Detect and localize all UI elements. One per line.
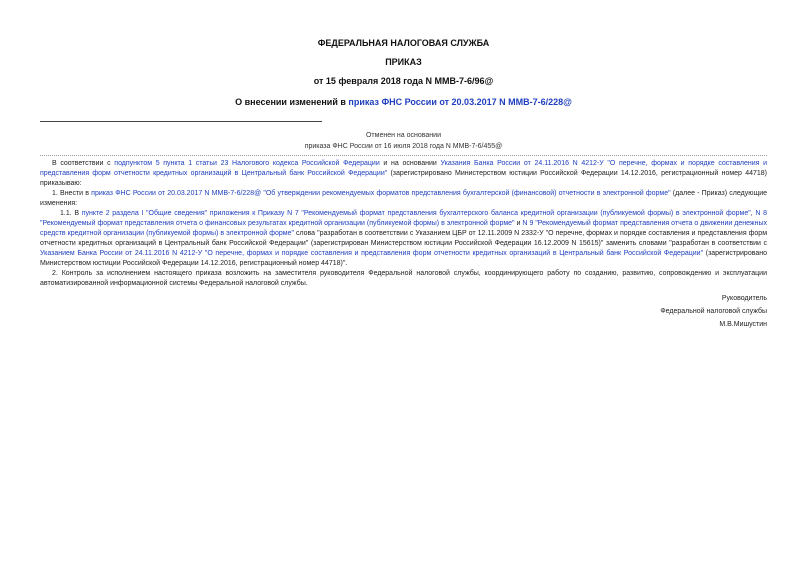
order-228-link[interactable]: приказ ФНС России от 20.03.2017 N ММВ-7-6/228@ "Об утверждении рекомендуемых форматов представления бухгалтерской (финансовой) отчетности в электронной форме" <box>91 190 671 197</box>
doc-subject <box>40 97 767 107</box>
cancel-note: Отменен на основании <box>365 132 441 139</box>
signature-organization: Федеральной налоговой службы <box>660 308 767 315</box>
text-span: , <box>750 210 756 217</box>
subject-prefix: О внесении изменений в <box>235 97 349 107</box>
paragraph-item-1 <box>40 189 767 209</box>
org-title: ФЕДЕРАЛЬНАЯ НАЛОГОВАЯ СЛУЖБА <box>317 38 490 48</box>
doc-date-number: от 15 февраля 2018 года N ММВ-7-6/96@ <box>313 76 494 86</box>
paragraph-preamble <box>40 159 767 189</box>
document-body <box>40 155 767 289</box>
header-divider <box>40 121 322 122</box>
text-span: (зарегистрировано Министерством юстиции Российской Федерации 14.12.2016, регистрационный номер 44718) приказываю: <box>40 170 767 187</box>
section-2-link[interactable]: пункте 2 раздела I "Общие сведения" приложения к Приказу N 7 "Рекомендуемый формат представления бухгалтерского баланса кредитной организации (публикуемой формы) в электронной форме" <box>81 210 751 217</box>
signature-name: М.В.Мишустин <box>719 321 767 328</box>
text-span: (зарегистрировано Министерством юстиции Российской Федерации 14.12.2016, регистрационный номер 44718)". <box>40 250 768 267</box>
bank-instruction-link-2[interactable]: Указанием Банка России от 24.11.2016 N 4212-У "О перечне, формах и порядке составления и представления форм отчетности кредитных организаций в Центральный банк Российской Федерации" <box>40 250 704 257</box>
tax-code-link[interactable]: подпунктом 5 пункта 1 статьи 23 Налогового кодекса Российской Федерации <box>114 160 380 167</box>
text-span: 1. Внести в <box>52 190 92 197</box>
format-8-link[interactable]: N 8 "Рекомендуемый формат представления отчета о финансовых результатах кредитной организации (публикуемой формы) в электронной форме" <box>40 210 767 227</box>
signature-position: Руководитель <box>721 295 767 302</box>
paragraph-item-2: 2. Контроль за исполнением настоящего приказа возложить на заместителя руководителя Федеральной налоговой службы, координирующего работу по созданию, развитию, сопровождению и эксплуатации автоматизированной информационной системы Федеральной налоговой службы. <box>40 270 767 287</box>
text-span: (далее - Приказ) следующие изменения: <box>40 190 768 207</box>
subject-link[interactable]: приказ ФНС России от 20.03.2017 N ММВ-7-6/228@ <box>348 97 572 107</box>
text-span: слова "разработан в соответствии с Указанием ЦБР от 12.11.2009 N 2332-У "О перечне, формах и порядке составления и представления форм отчетности кредитных организаций в Центральный банк Российской Федерации" (зарегистрирован Министерством юстиции Российской Федерации 16.12.2009 N 15615)" заменить словами "разработан в соответствии с <box>40 230 768 247</box>
text-span: и на основании <box>379 160 441 167</box>
bank-instruction-link[interactable]: Указания Банка России от 24.11.2016 N 4212-У "О перечне, формах и порядке составления и представления форм отчетности кредитных организаций в Центральный банк Российской Федерации" <box>40 160 768 177</box>
text-span: и <box>514 220 523 227</box>
format-9-link[interactable]: N 9 "Рекомендуемый формат представления отчета о движении денежных средств кредитной организации (публикуемой формы) в электронной форме" <box>40 220 767 237</box>
cancel-link[interactable]: приказа ФНС России от 16 июля 2018 года N ММВ-7-6/455@ <box>304 143 503 150</box>
text-span: 1.1. В <box>60 210 82 217</box>
paragraph-item-1-1 <box>40 209 767 269</box>
text-span: В соответствии с <box>52 160 115 167</box>
doc-type-title: ПРИКАЗ <box>385 57 422 67</box>
